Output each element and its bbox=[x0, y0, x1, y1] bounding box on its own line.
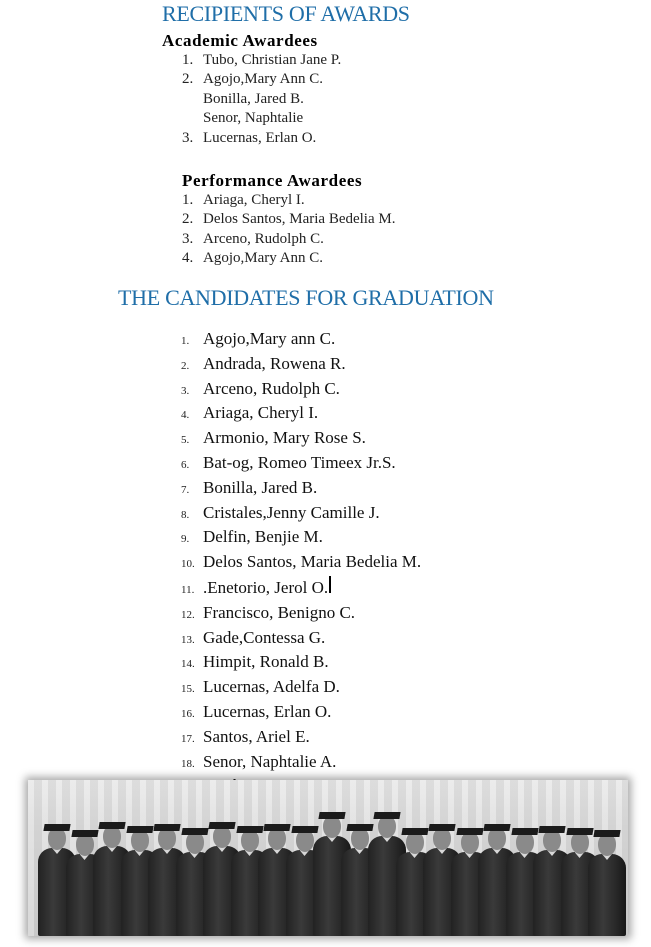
item-name: Ariaga, Cheryl I. bbox=[203, 403, 319, 423]
face bbox=[103, 826, 121, 848]
list-item bbox=[182, 90, 341, 109]
item-name: Francisco, Benigno C. bbox=[203, 602, 356, 622]
item-number: 2. bbox=[182, 211, 194, 228]
list-item bbox=[181, 627, 421, 652]
item-name: Himpit, Ronald B. bbox=[203, 652, 329, 672]
list-item bbox=[181, 701, 421, 726]
face bbox=[241, 830, 259, 852]
performance-awardees-list bbox=[182, 191, 395, 269]
item-number: 2. bbox=[182, 71, 194, 88]
face bbox=[268, 828, 286, 850]
item-name: Lucernas, Adelfa D. bbox=[203, 677, 340, 697]
face bbox=[598, 834, 616, 856]
item-number: 14. bbox=[181, 658, 195, 671]
item-number: 3. bbox=[182, 230, 194, 247]
face bbox=[158, 828, 176, 850]
face bbox=[488, 828, 506, 850]
face bbox=[323, 816, 341, 838]
item-name: Agojo,Mary ann C. bbox=[203, 329, 336, 348]
face bbox=[543, 830, 561, 852]
item-name: Ariaga, Cheryl I. bbox=[203, 192, 305, 208]
graduation-cap-icon bbox=[593, 830, 620, 837]
list-item bbox=[181, 378, 421, 403]
face bbox=[351, 828, 369, 850]
academic-awardees-list bbox=[182, 51, 341, 148]
item-name: Gade,Contessa G. bbox=[203, 627, 326, 647]
item-number: 3. bbox=[181, 384, 190, 397]
item-number bbox=[182, 109, 203, 128]
academic-awardees-heading: Academic Awardees bbox=[162, 31, 318, 50]
list-item bbox=[182, 70, 341, 89]
item-name: Armonio, Mary Rose S. bbox=[203, 428, 366, 448]
face bbox=[461, 832, 479, 854]
face bbox=[48, 828, 66, 850]
performance-awardees-heading: Performance Awardees bbox=[182, 171, 363, 190]
text-cursor bbox=[329, 576, 331, 593]
face bbox=[76, 834, 94, 856]
item-number: 2. bbox=[181, 359, 190, 372]
list-item bbox=[182, 230, 395, 249]
list-item bbox=[181, 551, 421, 576]
item-number: 4. bbox=[181, 409, 190, 422]
list-item bbox=[181, 726, 421, 751]
item-name: Lucernas, Erlan O. bbox=[203, 129, 317, 146]
face bbox=[186, 832, 204, 854]
item-number: 4. bbox=[182, 250, 194, 267]
item-name: Delfin, Benjie M. bbox=[203, 527, 323, 547]
face bbox=[433, 828, 451, 850]
item-name: Cristales,Jenny Camille J. bbox=[203, 502, 380, 522]
list-item bbox=[182, 191, 395, 210]
item-number: 11. bbox=[181, 583, 195, 596]
item-name: Bonilla, Jared B. bbox=[203, 90, 304, 107]
list-item bbox=[181, 402, 421, 427]
list-item bbox=[181, 328, 421, 353]
list-item bbox=[181, 452, 421, 477]
gown bbox=[588, 854, 626, 936]
item-number: 15. bbox=[181, 683, 195, 696]
item-name: .Enetorio, Jerol O. bbox=[203, 577, 329, 597]
item-name: Tubo, Christian Jane P. bbox=[203, 52, 342, 68]
candidates-heading: THE CANDIDATES FOR GRADUATION bbox=[118, 285, 494, 310]
item-number: 13. bbox=[181, 633, 195, 646]
face bbox=[516, 832, 534, 854]
graduation-cap-icon bbox=[373, 812, 400, 819]
list-item bbox=[182, 109, 341, 128]
list-item bbox=[181, 502, 421, 527]
item-name: Agojo,Mary Ann C. bbox=[203, 250, 323, 267]
face bbox=[131, 830, 149, 852]
item-name: Delos Santos, Maria Bedelia M. bbox=[203, 552, 422, 572]
list-item bbox=[182, 210, 395, 229]
item-name: Delos Santos, Maria Bedelia M. bbox=[203, 211, 396, 228]
list-item bbox=[181, 676, 421, 701]
group-photo bbox=[28, 780, 628, 936]
item-name: Bonilla, Jared B. bbox=[203, 477, 318, 497]
graduate-figure bbox=[588, 824, 626, 936]
item-number: 5. bbox=[181, 434, 190, 447]
face bbox=[378, 816, 396, 838]
face bbox=[296, 830, 314, 852]
item-number: 3. bbox=[182, 129, 194, 146]
item-number: 1. bbox=[181, 335, 190, 347]
item-name: Senor, Naphtalie bbox=[203, 110, 304, 127]
item-name: Arceno, Rudolph C. bbox=[203, 230, 324, 247]
list-item bbox=[181, 651, 421, 676]
item-number: 1. bbox=[182, 52, 194, 68]
list-item bbox=[181, 427, 421, 452]
list-item bbox=[182, 129, 341, 148]
candidates-list bbox=[181, 328, 421, 825]
face bbox=[571, 832, 589, 854]
item-number: 8. bbox=[181, 508, 190, 521]
item-number: 6. bbox=[181, 458, 190, 471]
list-item bbox=[181, 751, 421, 776]
list-item bbox=[181, 477, 421, 502]
item-name: Santos, Ariel E. bbox=[203, 726, 310, 746]
list-item bbox=[182, 249, 395, 268]
item-name: Arceno, Rudolph C. bbox=[203, 378, 340, 398]
list-item bbox=[181, 526, 421, 551]
item-number: 7. bbox=[181, 483, 190, 496]
item-number bbox=[182, 90, 203, 109]
list-item bbox=[182, 51, 341, 70]
item-number: 17. bbox=[181, 732, 195, 745]
recipients-heading: RECIPIENTS OF AWARDS bbox=[162, 1, 410, 26]
item-name: Agojo,Mary Ann C. bbox=[203, 71, 323, 88]
item-number: 18. bbox=[181, 757, 195, 770]
item-number: 9. bbox=[181, 533, 190, 546]
item-name: Bat-og, Romeo Timeex Jr.S. bbox=[203, 452, 396, 472]
item-name: Senor, Naphtalie A. bbox=[203, 751, 337, 771]
item-number: 10. bbox=[181, 558, 195, 571]
item-number: 12. bbox=[181, 608, 195, 621]
face bbox=[213, 826, 231, 848]
list-item bbox=[181, 576, 421, 602]
list-item bbox=[181, 353, 421, 378]
face bbox=[406, 832, 424, 854]
item-name: Lucernas, Erlan O. bbox=[203, 701, 332, 721]
list-item bbox=[181, 602, 421, 627]
item-number: 1. bbox=[182, 192, 194, 208]
item-name: Andrada, Rowena R. bbox=[203, 353, 346, 373]
item-number: 16. bbox=[181, 707, 195, 720]
